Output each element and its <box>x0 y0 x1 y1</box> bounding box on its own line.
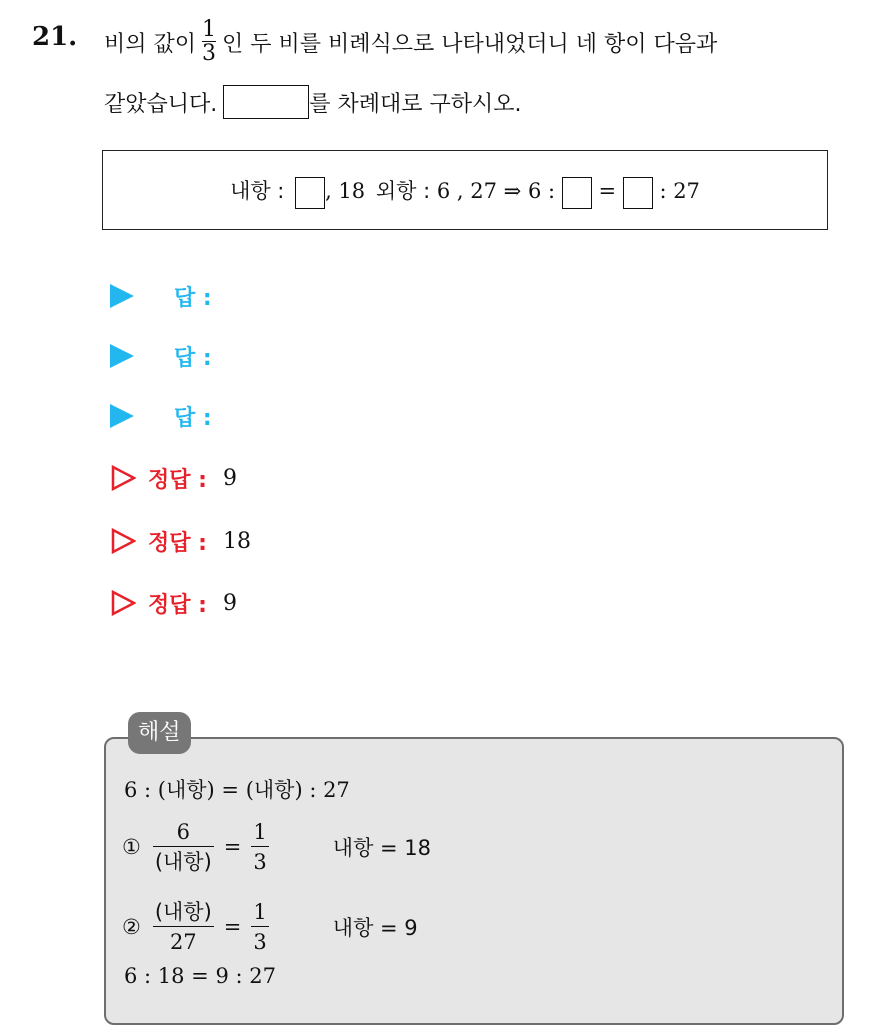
fraction-denominator: 27 <box>169 929 197 954</box>
step1-result: 내항 = 18 <box>332 836 432 860</box>
explanation-step-1 <box>122 812 431 882</box>
explanation-line-1: 6 : (내항) = (내항) : 27 <box>124 778 350 802</box>
answer-label: 답 : <box>174 285 212 311</box>
inner-term-blank <box>295 177 325 209</box>
implies-arrow: ⇒ <box>503 179 522 203</box>
play-triangle-icon <box>110 344 134 368</box>
fraction-denominator: (내항) <box>154 849 212 874</box>
play-triangle-icon <box>110 404 134 428</box>
step-marker: ① <box>122 835 141 859</box>
answer-row-2 <box>110 336 212 376</box>
correct-label: 정답 : <box>148 467 207 493</box>
outline-triangle-icon <box>110 465 136 491</box>
equals-sign: = <box>223 835 242 859</box>
equals-sign: = <box>223 915 242 939</box>
explanation-step-2 <box>122 892 418 962</box>
step2-right-fraction <box>251 898 268 957</box>
proportion-part-1: 6 : <box>527 179 556 203</box>
fraction-denominator: 3 <box>253 849 267 874</box>
proportion-part-3: : 27 <box>659 179 700 203</box>
answer-blank-box <box>223 85 309 119</box>
step1-right-fraction <box>251 818 268 877</box>
outline-triangle-icon <box>110 528 136 554</box>
fraction-numerator: 1 <box>253 899 267 924</box>
correct-row-2 <box>110 521 251 561</box>
step2-result: 내항 = 9 <box>332 916 418 940</box>
play-triangle-icon <box>110 284 134 308</box>
question-text-1b: 인 두 비를 비례식으로 나타내었더니 네 항이 다음과 <box>222 31 718 57</box>
explanation-last-line: 6 : 18 = 9 : 27 <box>124 964 276 988</box>
step1-left-fraction <box>153 818 214 877</box>
question-text-1a: 비의 값이 <box>104 31 197 57</box>
question-line-1 <box>104 12 717 72</box>
outline-triangle-icon <box>110 590 136 616</box>
outer-term-value: 6 , 27 <box>436 179 497 203</box>
answer-label: 답 : <box>174 345 212 371</box>
fraction-numerator: 1 <box>202 16 217 42</box>
answer-label: 답 : <box>174 405 212 431</box>
correct-row-1 <box>110 458 237 498</box>
fraction-numerator: (내항) <box>154 899 212 924</box>
proportion-blank-2 <box>623 177 653 209</box>
question-number: 21. <box>32 22 78 52</box>
correct-value: 9 <box>222 465 237 491</box>
fraction-numerator: 6 <box>176 819 190 844</box>
correct-label: 정답 : <box>148 592 207 618</box>
correct-value: 18 <box>222 528 251 554</box>
inner-term-label: 내항 : <box>230 179 285 203</box>
question-text-2a: 같았습니다. <box>104 91 218 117</box>
question-line-2 <box>104 84 522 120</box>
answer-row-3 <box>110 396 212 436</box>
correct-value: 9 <box>222 590 237 616</box>
condition-box <box>102 150 828 230</box>
answer-row-1 <box>110 276 212 316</box>
correct-row-3 <box>110 583 237 623</box>
correct-label: 정답 : <box>148 530 207 556</box>
explanation-tab: 해설 <box>128 712 191 754</box>
proportion-blank-1 <box>562 177 592 209</box>
fraction-denominator: 3 <box>253 929 267 954</box>
proportion-equals: = <box>598 179 617 203</box>
step2-left-fraction <box>153 898 214 957</box>
inner-term-value: , 18 <box>325 179 366 203</box>
step-marker: ② <box>122 915 141 939</box>
fraction-numerator: 1 <box>253 819 267 844</box>
fraction-denominator: 3 <box>202 40 217 66</box>
question-text-2b: 를 차례대로 구하시오. <box>309 91 522 117</box>
condition-text <box>103 175 827 209</box>
ratio-fraction <box>202 16 217 66</box>
outer-term-label: 외항 : <box>375 179 431 203</box>
